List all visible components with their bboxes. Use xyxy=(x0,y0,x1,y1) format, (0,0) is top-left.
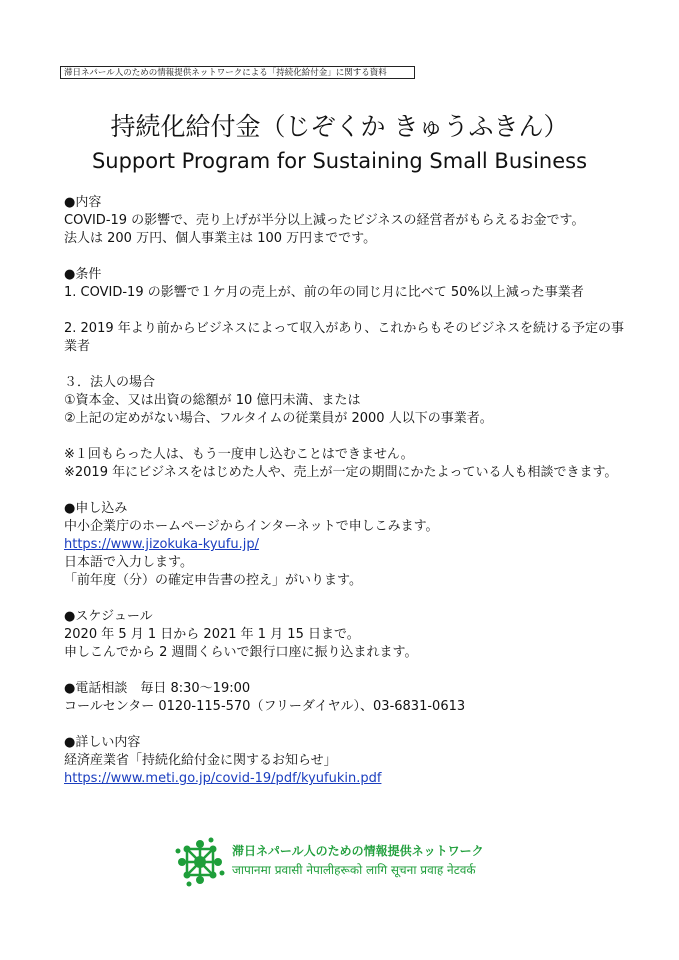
condition-item-1: 1. COVID-19 の影響で１ケ月の売上が、前の年の同じ月に比べて 50%以上減った事業者 xyxy=(64,285,584,300)
apply-line-1: 中小企業庁のホームページからインターネットで申しこみます。 xyxy=(64,519,439,534)
apply-line-2: 日本語で入力します。 xyxy=(64,555,193,570)
apply-url-link[interactable]: https://www.jizokuka-kyufu.jp/ xyxy=(64,537,259,552)
footer-org-name-ne: जापानमा प्रवासी नेपालीहरूको लागि सूचना प्रवाह नेटवर्क xyxy=(232,863,476,877)
condition-item-3a: ①資本金、又は出資の総額が 10 億円未満、または xyxy=(64,393,361,408)
section-heading-phone: ●電話相談 毎日 8:30〜19:00 xyxy=(64,681,251,696)
document-body xyxy=(64,194,624,788)
note-2: ※2019 年にビジネスをはじめた人や、売上が一定の期間にかたよっている人も相談できます。 xyxy=(64,465,618,480)
content-line-1: COVID-19 の影響で、売り上げが半分以上減ったビジネスの経営者がもらえるお金です。 xyxy=(64,213,585,228)
schedule-line-2: 申しこんでから 2 週間くらいで銀行口座に振り込まれます。 xyxy=(64,645,418,660)
footer-org xyxy=(174,836,534,892)
page-title-en: Support Program for Sustaining Small Business xyxy=(91,149,588,173)
condition-item-3-heading: ３．法人の場合 xyxy=(64,375,156,390)
content-line-2: 法人は 200 万円、個人事業主は 100 万円までです。 xyxy=(64,231,377,246)
section-heading-details: ●詳しい内容 xyxy=(64,735,141,750)
page-title-ja: 持続化給付金（じぞくか きゅうふきん） xyxy=(110,112,569,141)
section-heading-conditions: ●条件 xyxy=(64,267,102,282)
header-note: 滞日ネパール人のための情報提供ネットワークによる「持続化給付金」に関する資料 xyxy=(60,66,415,79)
note-1: ※１回もらった人は、もう一度申し込むことはできません。 xyxy=(64,447,414,462)
section-heading-content: ●内容 xyxy=(64,195,102,210)
apply-line-3: 「前年度（分）の確定申告書の控え」がいります。 xyxy=(64,573,362,588)
section-heading-schedule: ●スケジュール xyxy=(64,609,153,624)
condition-item-2: 2. 2019 年より前からビジネスによって収入があり、これからもそのビジネスを続ける予定の事業者 xyxy=(64,321,624,354)
details-url-link[interactable]: https://www.meti.go.jp/covid-19/pdf/kyufukin.pdf xyxy=(64,771,382,786)
phone-line-1: コールセンター 0120-115-570（フリーダイヤル）、03-6831-0613 xyxy=(64,699,466,714)
schedule-line-1: 2020 年 5 月 1 日から 2021 年 1 月 15 日まで。 xyxy=(64,627,360,642)
condition-item-3b: ②上記の定めがない場合、フルタイムの従業員が 2000 人以下の事業者。 xyxy=(64,411,493,426)
section-heading-apply: ●申し込み xyxy=(64,501,128,516)
footer-org-name-ja: 滞日ネパール人のための情報提供ネットワーク xyxy=(232,844,484,858)
network-logo-icon xyxy=(174,836,226,888)
details-line-1: 経済産業省「持続化給付金に関するお知らせ」 xyxy=(64,753,337,768)
